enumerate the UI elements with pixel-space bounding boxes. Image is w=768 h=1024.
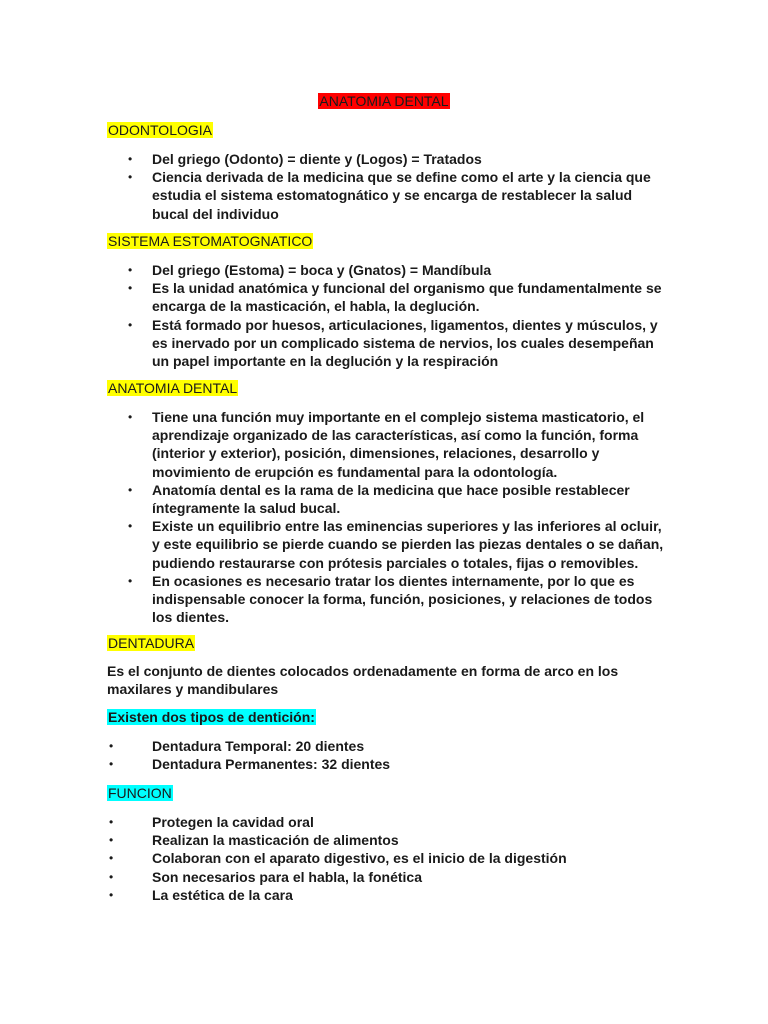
list-item: • La estética de la cara (107, 886, 667, 904)
list-item: • Dentadura Temporal: 20 dientes (107, 737, 667, 755)
list-item: • Del griego (Estoma) = boca y (Gnatos) = Mandíbula (128, 261, 668, 279)
list-item: • Está formado por huesos, articulaciones, ligamentos, dientes y músculos, y es inervado por un complicado sistema de nervios, los cuales desempeñan un papel importante en la deglución y la respiración (128, 316, 668, 371)
list-item: • Colaboran con el aparato digestivo, es el inicio de la digestión (107, 849, 667, 867)
list-item: • Dentadura Permanentes: 32 dientes (107, 755, 667, 773)
list-odontologia (128, 150, 668, 223)
dentadura-paragraph: Es el conjunto de dientes colocados ordenadamente en forma de arco en los maxilares y mandibulares (107, 663, 619, 698)
list-item: • Protegen la cavidad oral (107, 813, 667, 831)
list-item: • En ocasiones es necesario tratar los dientes internamente, por lo que es indispensable conocer la forma, función, posiciones, y relaciones de todos los dientes. (128, 572, 668, 627)
subheading-denticion: Existen dos tipos de dentición: (108, 709, 315, 725)
section-heading-dentadura: DENTADURA (108, 635, 195, 651)
list-item: • Realizan la masticación de alimentos (107, 831, 667, 849)
list-sistema (128, 261, 668, 370)
list-item: • Tiene una función muy importante en el complejo sistema masticatorio, el aprendizaje organizado de las características, así como la función, forma (interior y exterior), posición, dimensiones, relaciones, desarrollo y movimiento de erupción es fundamental para la odontología. (128, 408, 668, 481)
list-item: • Es la unidad anatómica y funcional del organismo que fundamentalmente se encarga de la masticación, el habla, la deglución. (128, 279, 668, 315)
section-heading-funcion: FUNCION (108, 785, 172, 801)
list-funcion (107, 813, 667, 904)
list-item: • Anatomía dental es la rama de la medicina que hace posible restablecer íntegramente la salud bucal. (128, 481, 668, 517)
list-item: • Existe un equilibrio entre las eminencias superiores y las inferiores al ocluir, y este equilibrio se pierde cuando se pierden las piezas dentales o se dañan, pudiendo restaurarse con prótesis parciales o totales, fijas o removibles. (128, 517, 668, 572)
list-item: • Del griego (Odonto) = diente y (Logos) = Tratados (128, 150, 668, 168)
document-title: ANATOMIA DENTAL (319, 93, 449, 109)
list-denticion (107, 737, 667, 773)
list-anatomia (128, 408, 668, 626)
section-heading-sistema: SISTEMA ESTOMATOGNATICO (108, 233, 313, 249)
list-item: • Ciencia derivada de la medicina que se define como el arte y la ciencia que estudia el sistema estomatognático y se encarga de restablecer la salud bucal del individuo (128, 168, 668, 223)
section-heading-anatomia: ANATOMIA DENTAL (108, 380, 238, 396)
list-item: • Son necesarios para el habla, la fonética (107, 868, 667, 886)
section-heading-odontologia: ODONTOLOGIA (108, 122, 212, 138)
